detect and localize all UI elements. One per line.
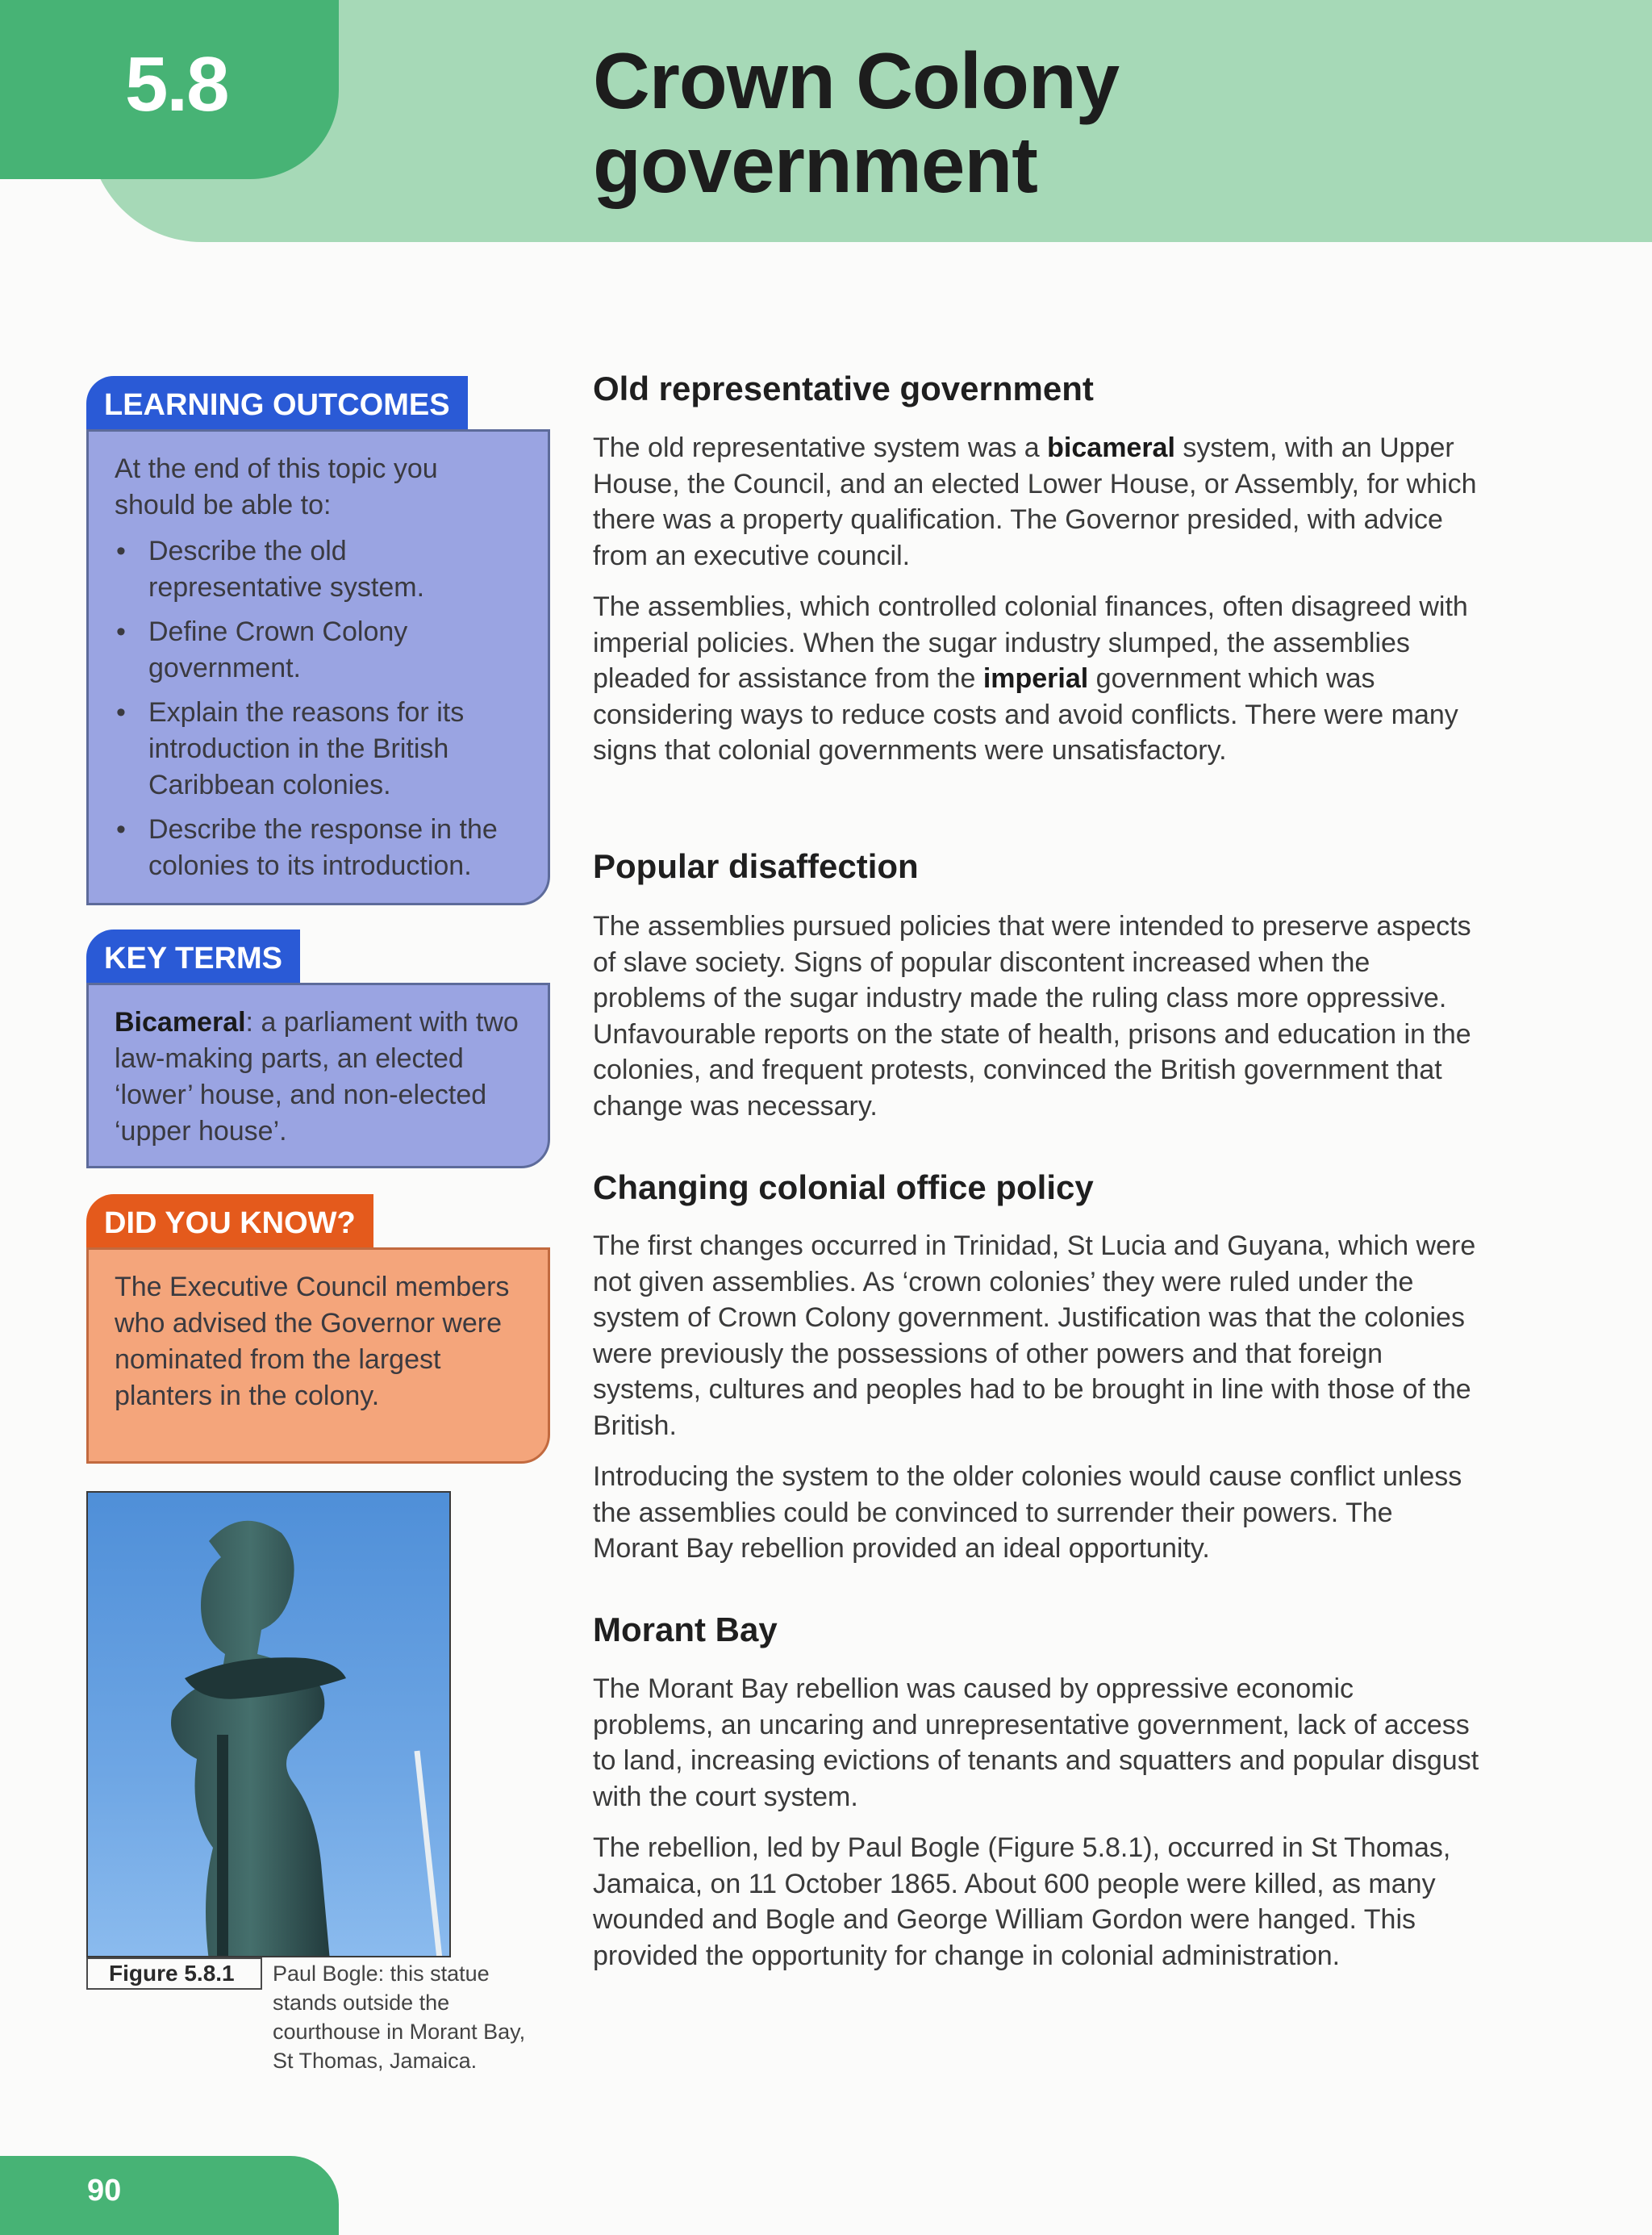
- page-number: 90: [87, 2174, 122, 2208]
- page-number-tab: [0, 2156, 339, 2235]
- paragraph: The rebellion, led by Paul Bogle (Figure 5.8.1), occurred in St Thomas, Jamaica, on 11 October 1865. About 600 people were killed, as many wounded and Bogle and George William Gordon were hanged. This provided the opportunity for change in colonial administration.: [593, 1832, 1451, 1971]
- paragraph: [593, 589, 1480, 769]
- did-you-know-text: The Executive Council members who advised the Governor were nominated from the largest planters in the colony.: [115, 1272, 510, 1411]
- paragraph: [593, 430, 1480, 574]
- key-term-definition: : a parliament with two law-making parts, an elected ‘lower’ house, and non-elected ‘upper house’.: [115, 1007, 519, 1147]
- statue-photo: [86, 1491, 451, 1957]
- key-terms-heading: KEY TERMS: [86, 930, 300, 984]
- paragraph: The Morant Bay rebellion was caused by oppressive economic problems, an uncaring and unrepresentative government, lack of access to land, increasing evictions of tenants and squatters and popular disgust with the court system.: [593, 1673, 1479, 1812]
- section-heading-changing-colonial-office-policy: Changing colonial office policy: [593, 1168, 1094, 1206]
- text-run: The assemblies, which controlled colonial finances, often disagreed with imperial policies. When the sugar industry slumped, the assemblies pleaded for assistance from the: [593, 591, 1468, 694]
- text-run: system, with an Upper House, the Council, and an elected Lower House, or Assembly, for which there was a property qualification. The Governor presided, with advice from an executive council.: [593, 432, 1477, 571]
- section-heading-popular-disaffection: Popular disaffection: [593, 847, 919, 885]
- paragraph: The first changes occurred in Trinidad, St Lucia and Guyana, which were not given assemblies. As ‘crown colonies’ they were ruled under the system of Crown Colony government. Justification was that the colonies were previously the possessions of other powers and that foreign systems, cultures and peoples had to be brought in line with those of the British.: [593, 1230, 1476, 1441]
- page-title-line1: Crown Colony: [593, 36, 1120, 125]
- topic-number: 5.8: [125, 41, 228, 127]
- learning-outcomes-box: [86, 429, 550, 905]
- learning-outcomes-list: [115, 533, 524, 884]
- learning-outcomes-heading: LEARNING OUTCOMES: [86, 376, 468, 431]
- key-terms-box: [86, 983, 550, 1168]
- list-item: • Explain the reasons for its introduction in the British Caribbean colonies.: [115, 695, 524, 804]
- did-you-know-box: [86, 1247, 550, 1464]
- paragraph: The assemblies pursued policies that were intended to preserve aspects of slave society. Signs of popular discontent increased when the problems of the sugar industry made the ruling class more oppressive. Unfavourable reports on the state of health, prisons and education in the colonies, and frequent protests, convinced the British government that change was necessary.: [593, 911, 1471, 1122]
- section-heading-old-representative-government: Old representative government: [593, 370, 1094, 407]
- list-item: • Define Crown Colony government.: [115, 614, 524, 687]
- bold-term: bicameral: [1047, 432, 1175, 463]
- page-title-line2: government: [593, 120, 1037, 209]
- key-term: Bicameral: [115, 1007, 246, 1038]
- bold-term: imperial: [982, 663, 1089, 694]
- list-item: • Describe the old representative system.: [115, 533, 524, 606]
- did-you-know-heading: DID YOU KNOW?: [86, 1194, 373, 1249]
- figure-label: Figure 5.8.1: [86, 1957, 262, 1990]
- learning-outcomes-intro: At the end of this topic you should be able to:: [115, 453, 438, 520]
- section-heading-morant-bay: Morant Bay: [593, 1610, 778, 1648]
- figure-caption: Paul Bogle: this statue stands outside the courthouse in Morant Bay, St Thomas, Jamaica.: [273, 1961, 526, 2073]
- text-run: government which was considering ways to reduce costs and avoid conflicts. There were many signs that colonial governments were unsatisfactory.: [593, 663, 1458, 766]
- paragraph: Introducing the system to the older colonies would cause conflict unless the assemblies could be convinced to surrender their powers. The Morant Bay rebellion provided an ideal opportunity.: [593, 1461, 1462, 1564]
- text-run: The old representative system was a: [593, 432, 1048, 463]
- list-item: • Describe the response in the colonies to its introduction.: [115, 812, 524, 884]
- page-title: [593, 36, 1480, 209]
